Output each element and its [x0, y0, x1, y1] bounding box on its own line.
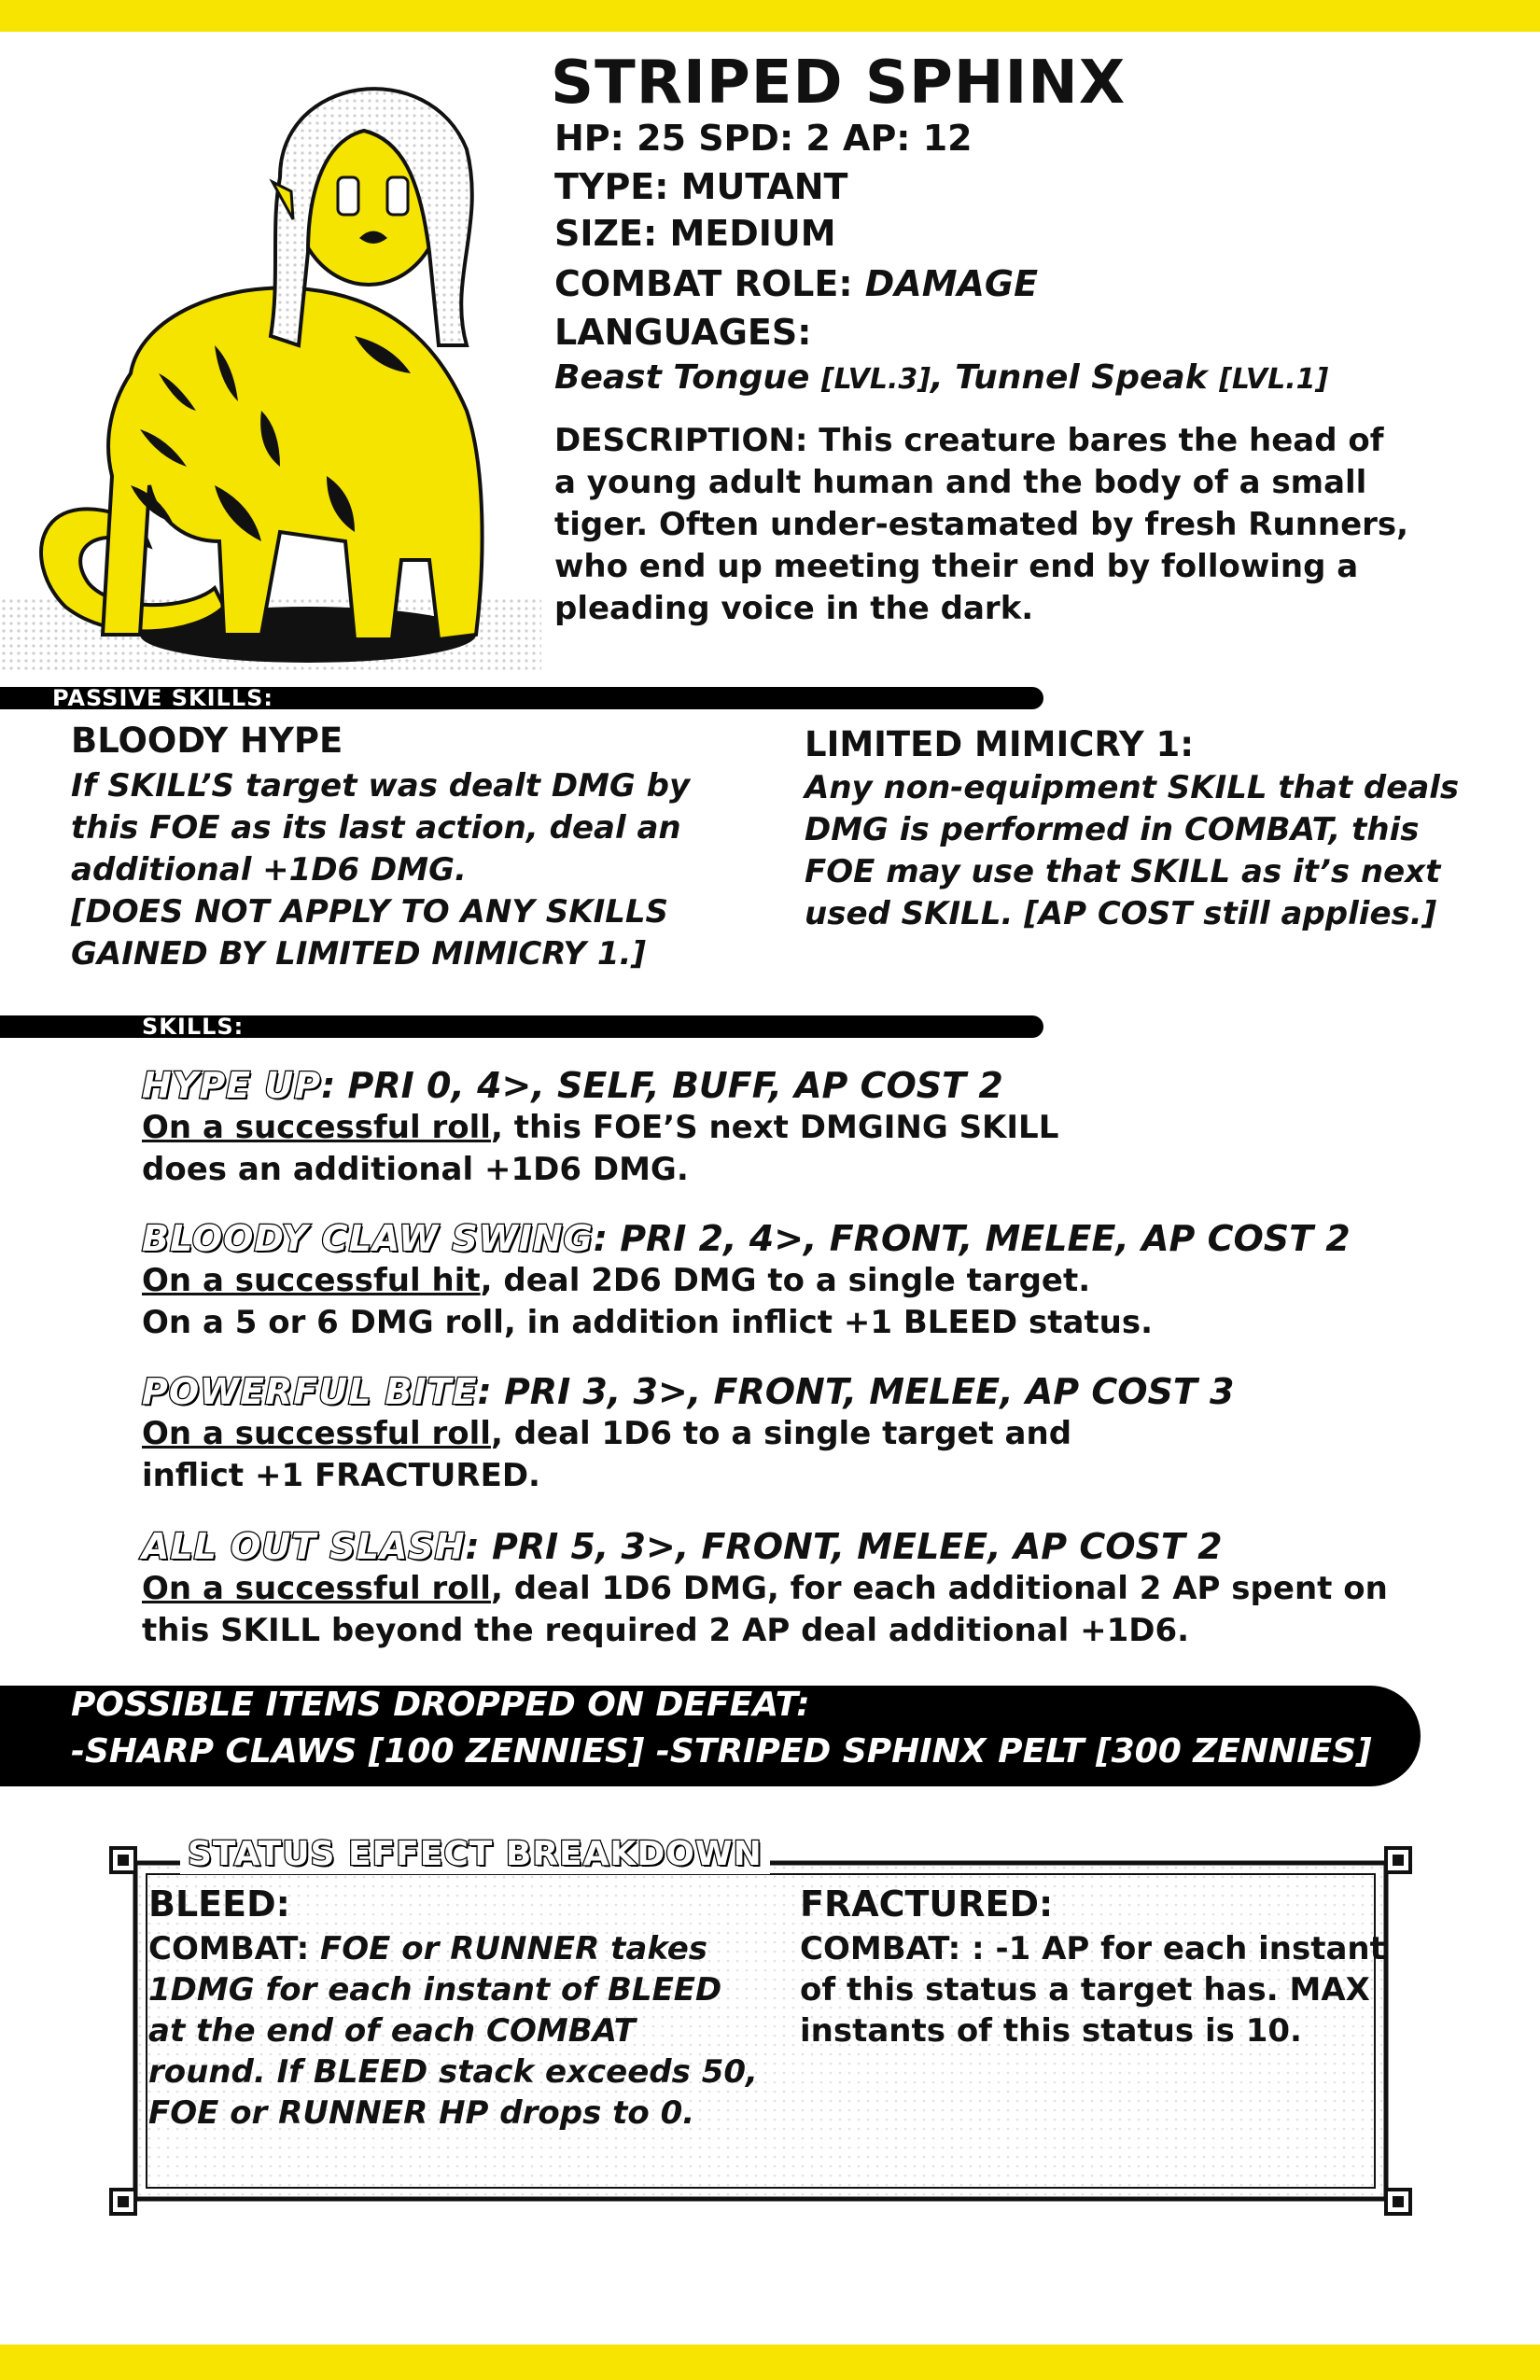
language-2-name: Tunnel Speak	[955, 358, 1208, 397]
type-line: TYPE: MUTANT	[554, 166, 848, 207]
skill-name: BLOODY CLAW SWING	[142, 1218, 594, 1259]
passive-skill-desc-bloody-hype	[71, 765, 690, 975]
striped-sphinx-illustration	[0, 37, 541, 681]
desc-line: GAINED BY LIMITED MIMICRY 1.]	[71, 935, 646, 973]
skill-bloody-claw-swing	[142, 1217, 1449, 1344]
description-line: a young adult human and the body of a small	[554, 464, 1367, 501]
desc-line: Any non-equipment SKILL that deals	[805, 769, 1460, 806]
status-bleed-name: BLEED:	[148, 1883, 290, 1925]
skill-desc-line: inflict +1 FRACTURED.	[142, 1457, 540, 1494]
skill-specs: : PRI 3, 3>, FRONT, MELEE, AP COST 3	[477, 1371, 1235, 1412]
skill-desc-line: , this FOE’S next DMGING SKILL	[490, 1109, 1059, 1146]
passive-skill-name-limited-mimicry: LIMITED MIMICRY 1:	[805, 724, 1195, 764]
status-title: STATUS EFFECT BREAKDOWN	[180, 1835, 770, 1874]
desc-line: FOE or RUNNER takes	[320, 1930, 708, 1967]
desc-line	[148, 2051, 758, 2093]
skill-powerful-bite	[142, 1370, 1449, 1497]
passive-skill-name-bloody-hype: BLOODY HYPE	[71, 721, 343, 761]
drops-title: POSSIBLE ITEMS DROPPED ON DEFEAT:	[71, 1686, 810, 1724]
top-yellow-band	[0, 0, 1540, 32]
skill-condition: On a successful roll	[142, 1109, 491, 1146]
description	[554, 420, 1450, 630]
skill-desc-line: this SKILL beyond the required 2 AP deal additional +1D6.	[142, 1612, 1190, 1649]
combat-role-value: DAMAGE	[864, 263, 1039, 304]
desc-line: round. If BLEED stack exceeds 50,	[148, 2053, 758, 2091]
skill-condition: On a successful hit	[142, 1262, 481, 1299]
combat-role-line	[554, 263, 1038, 304]
skill-condition: On a successful roll	[142, 1570, 491, 1607]
combat-role-label: COMBAT ROLE:	[554, 263, 865, 304]
skill-desc-line: does an additional +1D6 DMG.	[142, 1151, 689, 1188]
desc-line: at the end of each COMBAT	[148, 2012, 636, 2050]
desc-line	[148, 1969, 758, 2010]
language-1-level: [LVL.3]	[820, 363, 931, 396]
desc-line: DMG is performed in COMBAT, this	[805, 811, 1420, 848]
desc-line: [DOES NOT APPLY TO ANY SKILLS	[71, 893, 669, 931]
skill-desc-line: , deal 1D6 DMG, for each additional 2 AP spent on	[490, 1570, 1388, 1607]
skill-all-out-slash	[142, 1525, 1449, 1652]
skill-desc-line: , deal 2D6 DMG to a single target.	[480, 1262, 1091, 1299]
description-line: pleading voice in the dark.	[554, 590, 1034, 627]
skill-specs: : PRI 2, 4>, FRONT, MELEE, AP COST 2	[593, 1218, 1351, 1259]
skill-condition: On a successful roll	[142, 1415, 491, 1452]
desc-line: of this status a target has. MAX	[800, 1971, 1370, 2009]
combat-label: COMBAT:	[148, 1930, 321, 1967]
creature-name: STRIPED SPHINX	[551, 49, 1127, 118]
stats-line: HP: 25 SPD: 2 AP: 12	[554, 118, 973, 159]
languages-line: Beast Tongue [LVL.3], Tunnel Speak [LVL.1]	[554, 358, 1329, 397]
desc-line	[148, 1928, 758, 1969]
skills-label: SKILLS:	[142, 1014, 245, 1040]
desc-line: COMBAT: : -1 AP for each instant	[800, 1930, 1385, 1967]
skill-desc-line: On a 5 or 6 DMG roll, in addition inflict +1 BLEED status.	[142, 1304, 1154, 1341]
bottom-yellow-band	[0, 2345, 1540, 2380]
status-fractured-desc	[800, 1928, 1385, 2051]
desc-line: instants of this status is 10.	[800, 2012, 1302, 2050]
skill-name: ALL OUT SLASH	[142, 1526, 466, 1567]
description-line: DESCRIPTION: This creature bares the head of	[554, 422, 1384, 459]
passive-skill-desc-limited-mimicry	[805, 767, 1459, 935]
skill-name: HYPE UP	[142, 1065, 322, 1106]
status-bleed-desc	[148, 1928, 758, 2134]
description-line: tiger. Often under-estamated by fresh Runners,	[554, 506, 1409, 543]
desc-line: used SKILL. [AP COST still applies.]	[805, 895, 1437, 932]
drops-list: -SHARP CLAWS [100 ZENNIES] -STRIPED SPHINX PELT [300 ZENNIES]	[71, 1732, 1372, 1771]
skill-name: POWERFUL BITE	[142, 1371, 478, 1412]
status-fractured-name: FRACTURED:	[800, 1883, 1054, 1925]
desc-line	[148, 2093, 758, 2134]
dropped-items-banner	[0, 1686, 1421, 1786]
desc-line: 1DMG for each instant of BLEED	[148, 1971, 722, 2009]
description-line: who end up meeting their end by following a	[554, 548, 1359, 585]
desc-line	[148, 2010, 758, 2051]
desc-line: additional +1D6 DMG.	[71, 851, 467, 889]
passive-skills-label: PASSIVE SKILLS:	[52, 685, 273, 711]
skill-specs: : PRI 0, 4>, SELF, BUFF, AP COST 2	[321, 1065, 1003, 1106]
status-effect-box	[107, 1835, 1414, 2227]
skill-desc-line: , deal 1D6 to a single target and	[490, 1415, 1072, 1452]
desc-line: FOE may use that SKILL as it’s next	[805, 853, 1441, 890]
language-2-level: [LVL.1]	[1219, 363, 1329, 396]
languages-label: LANGUAGES:	[554, 312, 812, 353]
desc-line: this FOE as its last action, deal an	[71, 809, 681, 847]
skill-specs: : PRI 5, 3>, FRONT, MELEE, AP COST 2	[465, 1526, 1223, 1567]
language-1-name: Beast Tongue	[554, 358, 810, 397]
size-line: SIZE: MEDIUM	[554, 213, 836, 254]
desc-line: If SKILL’S target was dealt DMG by	[71, 767, 691, 805]
desc-line: FOE or RUNNER HP drops to 0.	[148, 2094, 695, 2132]
skill-hype-up	[142, 1064, 1449, 1191]
